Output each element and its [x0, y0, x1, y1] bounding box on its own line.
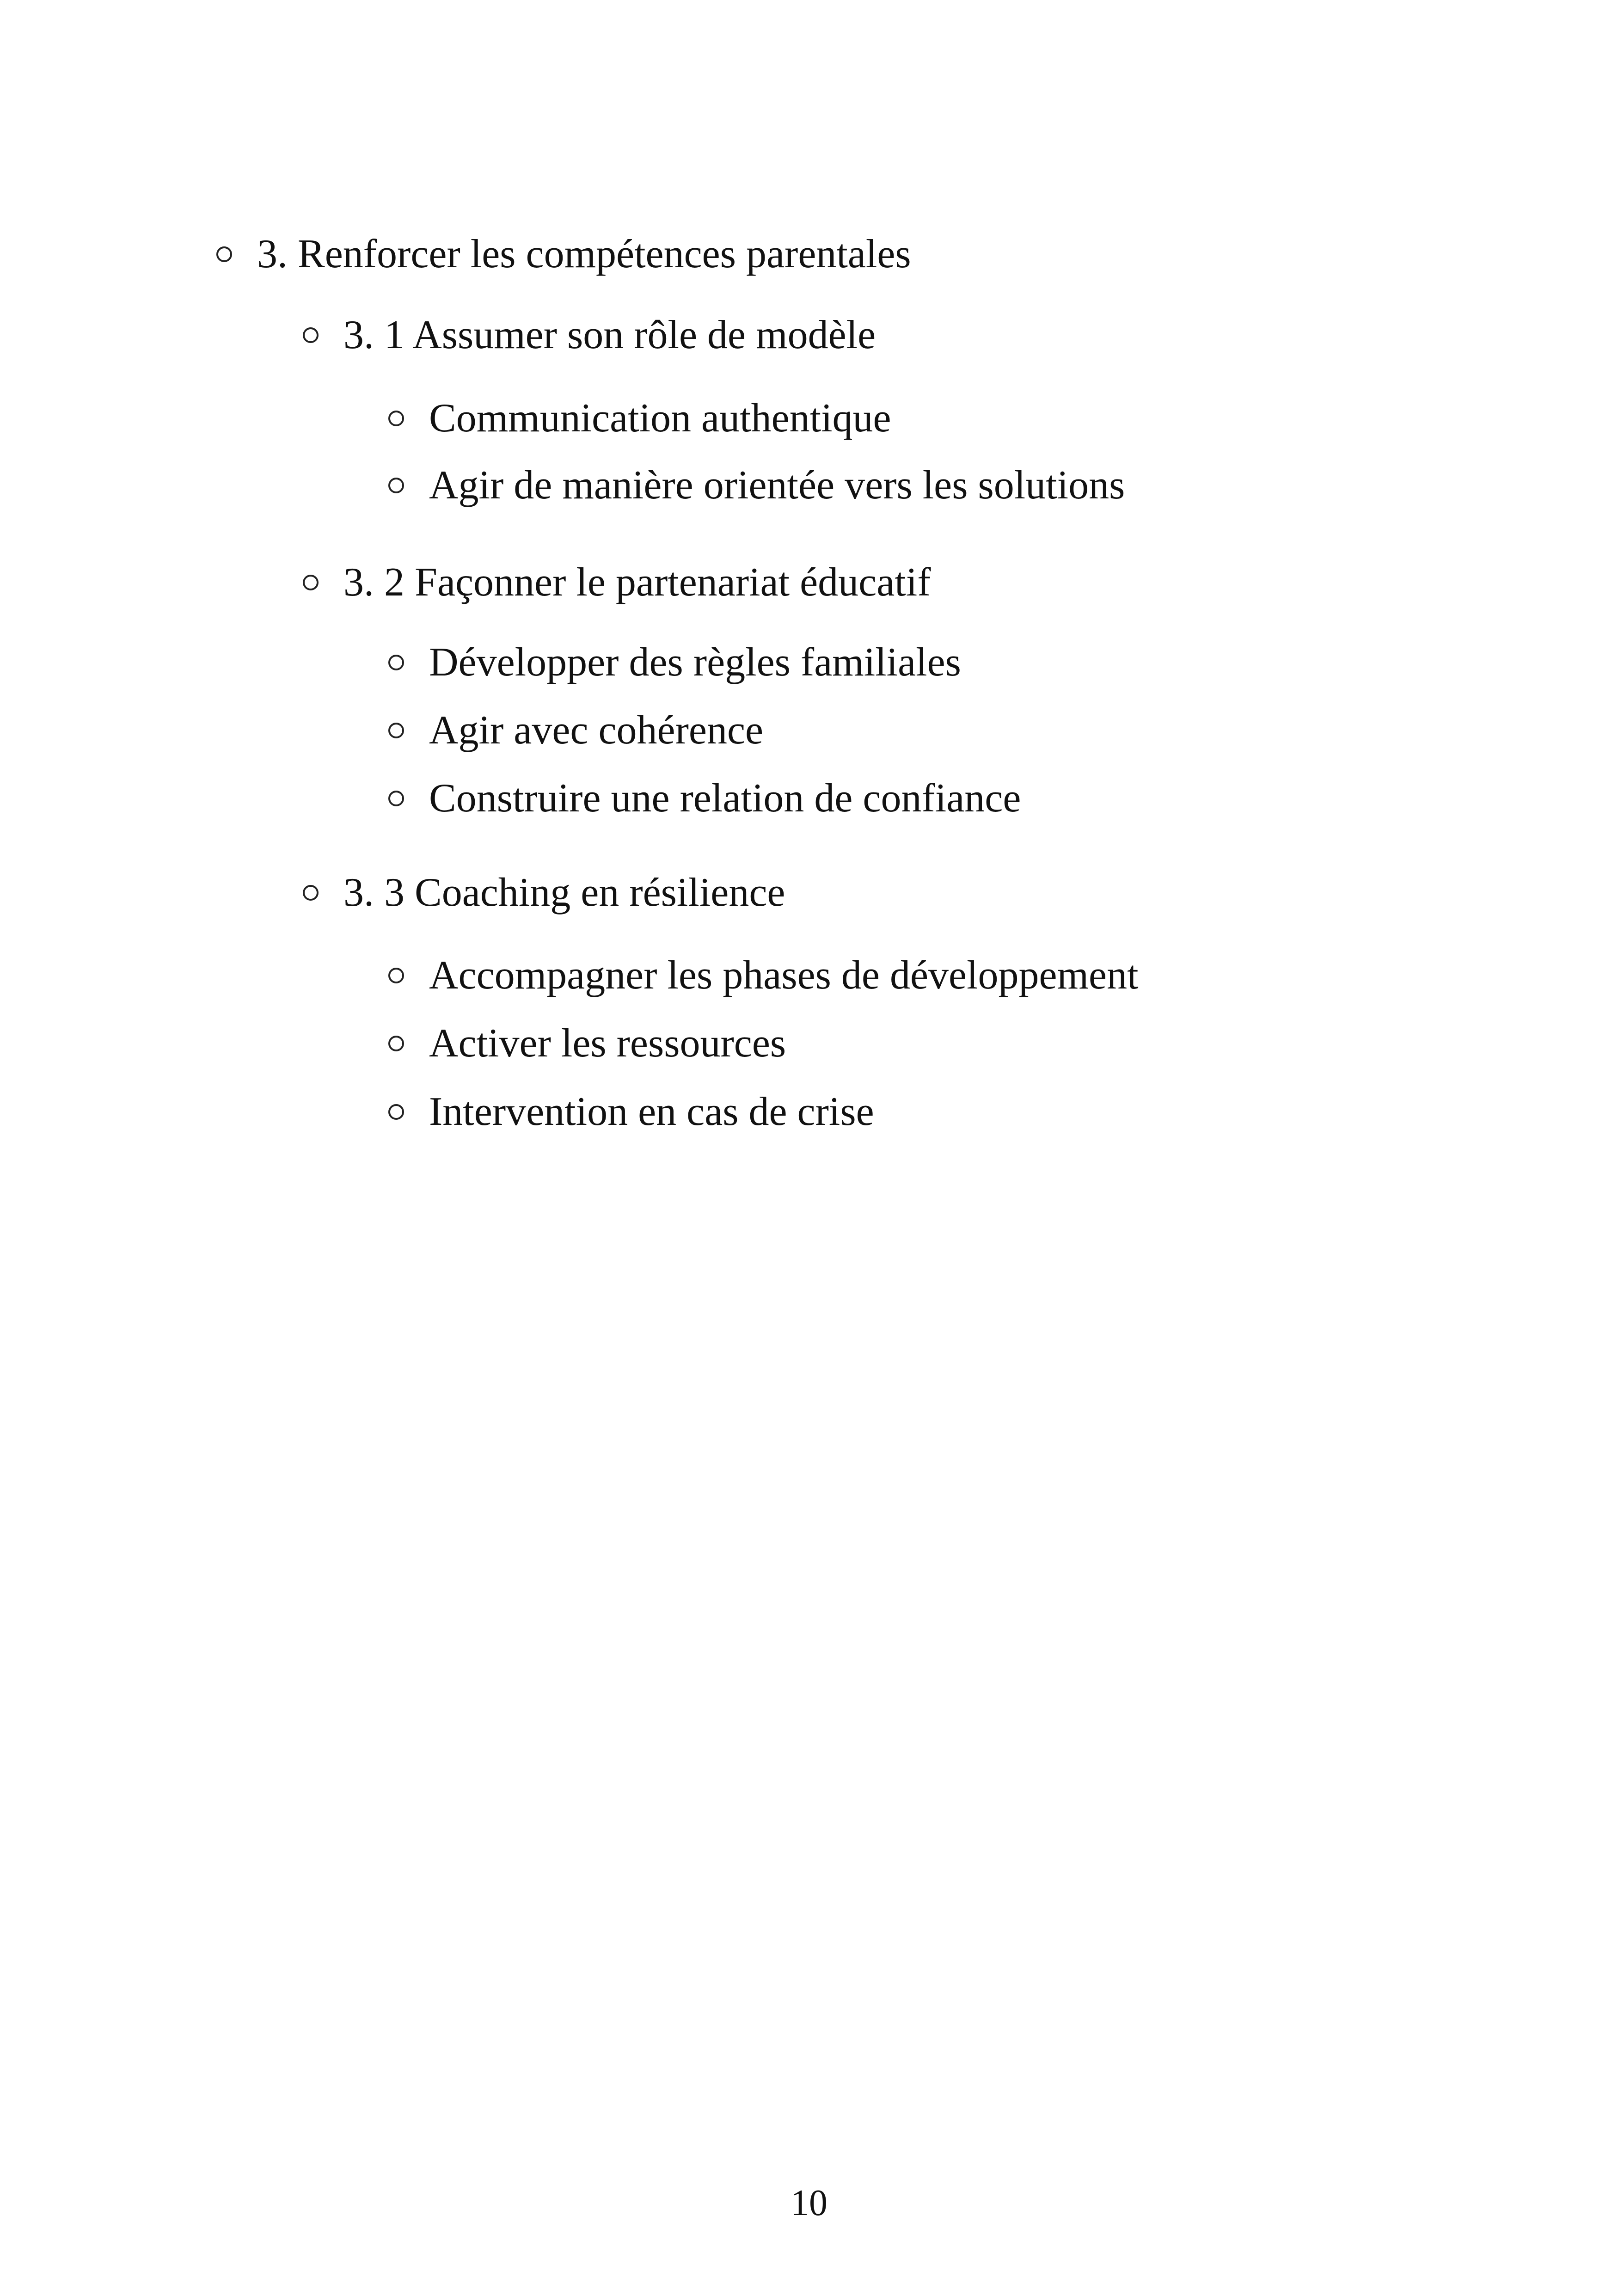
subsection-title: 3. 3 Coaching en résilience [343, 870, 785, 915]
subsection-title: 3. 1 Assumer son rôle de modèle [343, 313, 876, 357]
hollow-bullet-icon [388, 1036, 404, 1051]
outline-subsection [303, 310, 876, 361]
page-number: 10 [791, 2183, 827, 2223]
hollow-bullet-icon [303, 885, 319, 901]
outline-item [388, 950, 1139, 1001]
section-title: 3. Renforcer les compétences parentales [257, 232, 911, 276]
outline-subsection [303, 557, 931, 608]
hollow-bullet-icon [303, 575, 319, 590]
item-text: Intervention en cas de crise [429, 1089, 874, 1134]
item-text: Agir de manière orientée vers les solutions [429, 463, 1125, 508]
outline-item [388, 1018, 786, 1069]
outline-item [388, 637, 961, 688]
hollow-bullet-icon [303, 327, 319, 343]
hollow-bullet-icon [388, 478, 404, 493]
outline-section [216, 229, 911, 280]
outline-item [388, 460, 1125, 511]
hollow-bullet-icon [388, 411, 404, 426]
outline-item [388, 773, 1021, 824]
item-text: Activer les ressources [429, 1021, 786, 1066]
hollow-bullet-icon [388, 1104, 404, 1120]
subsection-title: 3. 2 Façonner le partenariat éducatif [343, 560, 931, 605]
hollow-bullet-icon [388, 723, 404, 738]
outline-item [388, 705, 763, 756]
item-text: Communication authentique [429, 396, 891, 441]
item-text: Accompagner les phases de développement [429, 953, 1139, 998]
item-text: Agir avec cohérence [429, 708, 764, 753]
outline-item [388, 393, 891, 444]
hollow-bullet-icon [388, 968, 404, 983]
outline-item [388, 1087, 874, 1137]
item-text: Construire une relation de confiance [429, 776, 1021, 821]
item-text: Développer des règles familiales [429, 640, 961, 685]
hollow-bullet-icon [388, 791, 404, 806]
outline-subsection [303, 867, 785, 918]
hollow-bullet-icon [388, 655, 404, 670]
hollow-bullet-icon [216, 246, 232, 262]
